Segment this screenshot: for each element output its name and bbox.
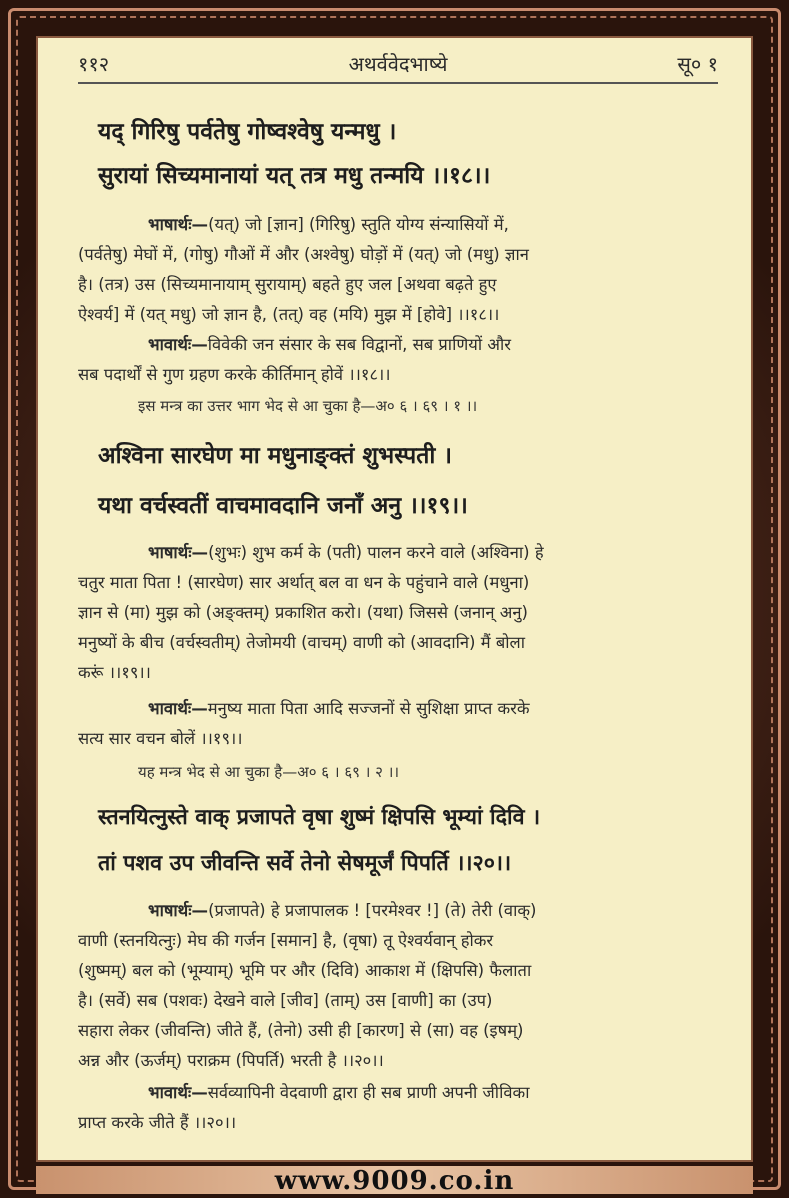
scripture-page	[36, 36, 753, 1162]
bhashartha-line: है। (सर्वे) सब (पशवः) देखने वाले [जीव] (ताम्) उस [वाणी] का (उप)	[78, 991, 493, 1010]
bhashartha-line: है। (तत्र) उस (सिच्यमानायाम् सुरायाम्) बहते हुए जल [अथवा बढ़ते हुए	[78, 275, 497, 294]
verse-20-line-2: तां पशव उप जीवन्ति सर्वे तेनो सेषमूर्जं पिपर्ति ।।२०।।	[98, 851, 512, 876]
bhavartha-label: भावार्थः—	[148, 1083, 208, 1102]
bhashartha-line: (शुष्मम्) बल को (भूम्याम्) भूमि पर और (दिवि) आकाश में (क्षिपसि) फैलाता	[78, 961, 532, 980]
bhashartha-line: मनुष्यों के बीच (वर्चस्वतीम्) तेजोमयी (वाचम्) वाणी को (आवदानि) मैं बोला	[78, 633, 525, 652]
bhashartha-line: (शुभः) शुभ कर्म के (पती) पालन करने वाले (अश्विना) हे	[208, 543, 544, 562]
verse-18-bhavartha	[78, 330, 728, 390]
header-rule	[78, 82, 718, 84]
bhavartha-line: सर्वव्यापिनी वेदवाणी द्वारा ही सब प्राणी अपनी जीविका	[207, 1083, 530, 1102]
bhashartha-label: भाषार्थः—	[148, 901, 209, 920]
bhashartha-label: भाषार्थः—	[148, 215, 209, 234]
bhavartha-line: मनुष्य माता पिता आदि सज्जनों से सुशिक्षा प्राप्त करके	[207, 699, 530, 718]
verse-18-bhashartha	[78, 210, 728, 330]
bhavartha-line: विवेकी जन संसार के सब विद्वानों, सब प्राणियों और	[207, 335, 512, 354]
verse-20-line-1: स्तनयित्नुस्ते वाक् प्रजापते वृषा शुष्मं क्षिपसि भूम्यां दिवि ।	[98, 805, 541, 830]
section-number: सू० १	[677, 52, 718, 76]
bhavartha-line: सत्य सार वचन बोलें ।।१९।।	[78, 729, 243, 748]
bhashartha-line: सहारा लेकर (जीवन्ति) जीते हैं, (तेनो) उसी ही [कारण] से (सा) वह (इषम्)	[78, 1021, 524, 1040]
page-header	[78, 50, 718, 80]
bhashartha-line: (पर्वतेषु) मेघों में, (गोषु) गौओं में और (अश्वेषु) घोड़ों में (यत्) जो (मधु) ज्ञान	[78, 245, 529, 264]
bhashartha-line: वाणी (स्तनयित्नुः) मेघ की गर्जन [समान] है, (वृषा) तू ऐश्वर्यवान् होकर	[78, 931, 494, 950]
verse-18-line-2: सुरायां सिच्यमानायां यत् तत्र मधु तन्मयि ।।१८।।	[98, 162, 491, 189]
verse-18-note: इस मन्त्र का उत्तर भाग भेद से आ चुका है—अ० ६ । ६९ । १ ।।	[138, 397, 478, 415]
bhavartha-label: भावार्थः—	[148, 335, 208, 354]
verse-19-note: यह मन्त्र भेद से आ चुका है—अ० ६ । ६९ । २ ।।	[138, 763, 400, 781]
verse-20-bhavartha	[78, 1078, 728, 1138]
bhavartha-label: भावार्थः—	[148, 699, 208, 718]
bhavartha-line: सब पदार्थों से गुण ग्रहण करके कीर्तिमान् होवें ।।१८।।	[78, 365, 391, 384]
bhashartha-line: ऐश्वर्य] में (यत् मधु) जो ज्ञान है, (तत्) वह (मयि) मुझ में [होवे] ।।१८।।	[78, 305, 500, 324]
verse-18-line-1: यद् गिरिषु पर्वतेषु गोष्वश्वेषु यन्मधु ।	[98, 118, 397, 145]
verse-19-bhavartha	[78, 694, 728, 754]
page-number: ११२	[78, 52, 110, 76]
bhavartha-line: प्राप्त करके जीते हैं ।।२०।।	[78, 1113, 237, 1132]
verse-20-bhashartha	[78, 896, 728, 1076]
bhashartha-line: ज्ञान से (मा) मुझ को (अङ्क्तम्) प्रकाशित करो। (यथा) जिससे (जनान् अनु)	[78, 603, 528, 622]
bhashartha-line: (यत्) जो [ज्ञान] (गिरिषु) स्तुति योग्य संन्यासियों में,	[208, 215, 509, 234]
book-title: अथर्ववेदभाष्ये	[348, 52, 448, 76]
verse-19-line-2: यथा वर्चस्वतीं वाचमावदानि जनाँ अनु ।।१९।।	[98, 492, 468, 519]
verse-19-bhashartha	[78, 538, 728, 688]
bhashartha-line: अन्न और (ऊर्जम्) पराक्रम (पिपर्ति) भरती है ।।२०।।	[78, 1051, 384, 1070]
website-link[interactable]: www.9009.co.in	[274, 1166, 515, 1196]
bhashartha-label: भाषार्थः—	[148, 543, 209, 562]
bhashartha-line: करूं ।।१९।।	[78, 663, 151, 682]
verse-19-line-1: अश्विना सारघेण मा मधुनाङ्क्तं शुभस्पती ।	[98, 442, 453, 469]
bhashartha-line: चतुर माता पिता ! (सारघेण) सार अर्थात् बल वा धन के पहुंचाने वाले (मधुना)	[78, 573, 530, 592]
bhashartha-line: (प्रजापते) हे प्रजापालक ! [परमेश्वर !] (ते) तेरी (वाक्)	[208, 901, 537, 920]
